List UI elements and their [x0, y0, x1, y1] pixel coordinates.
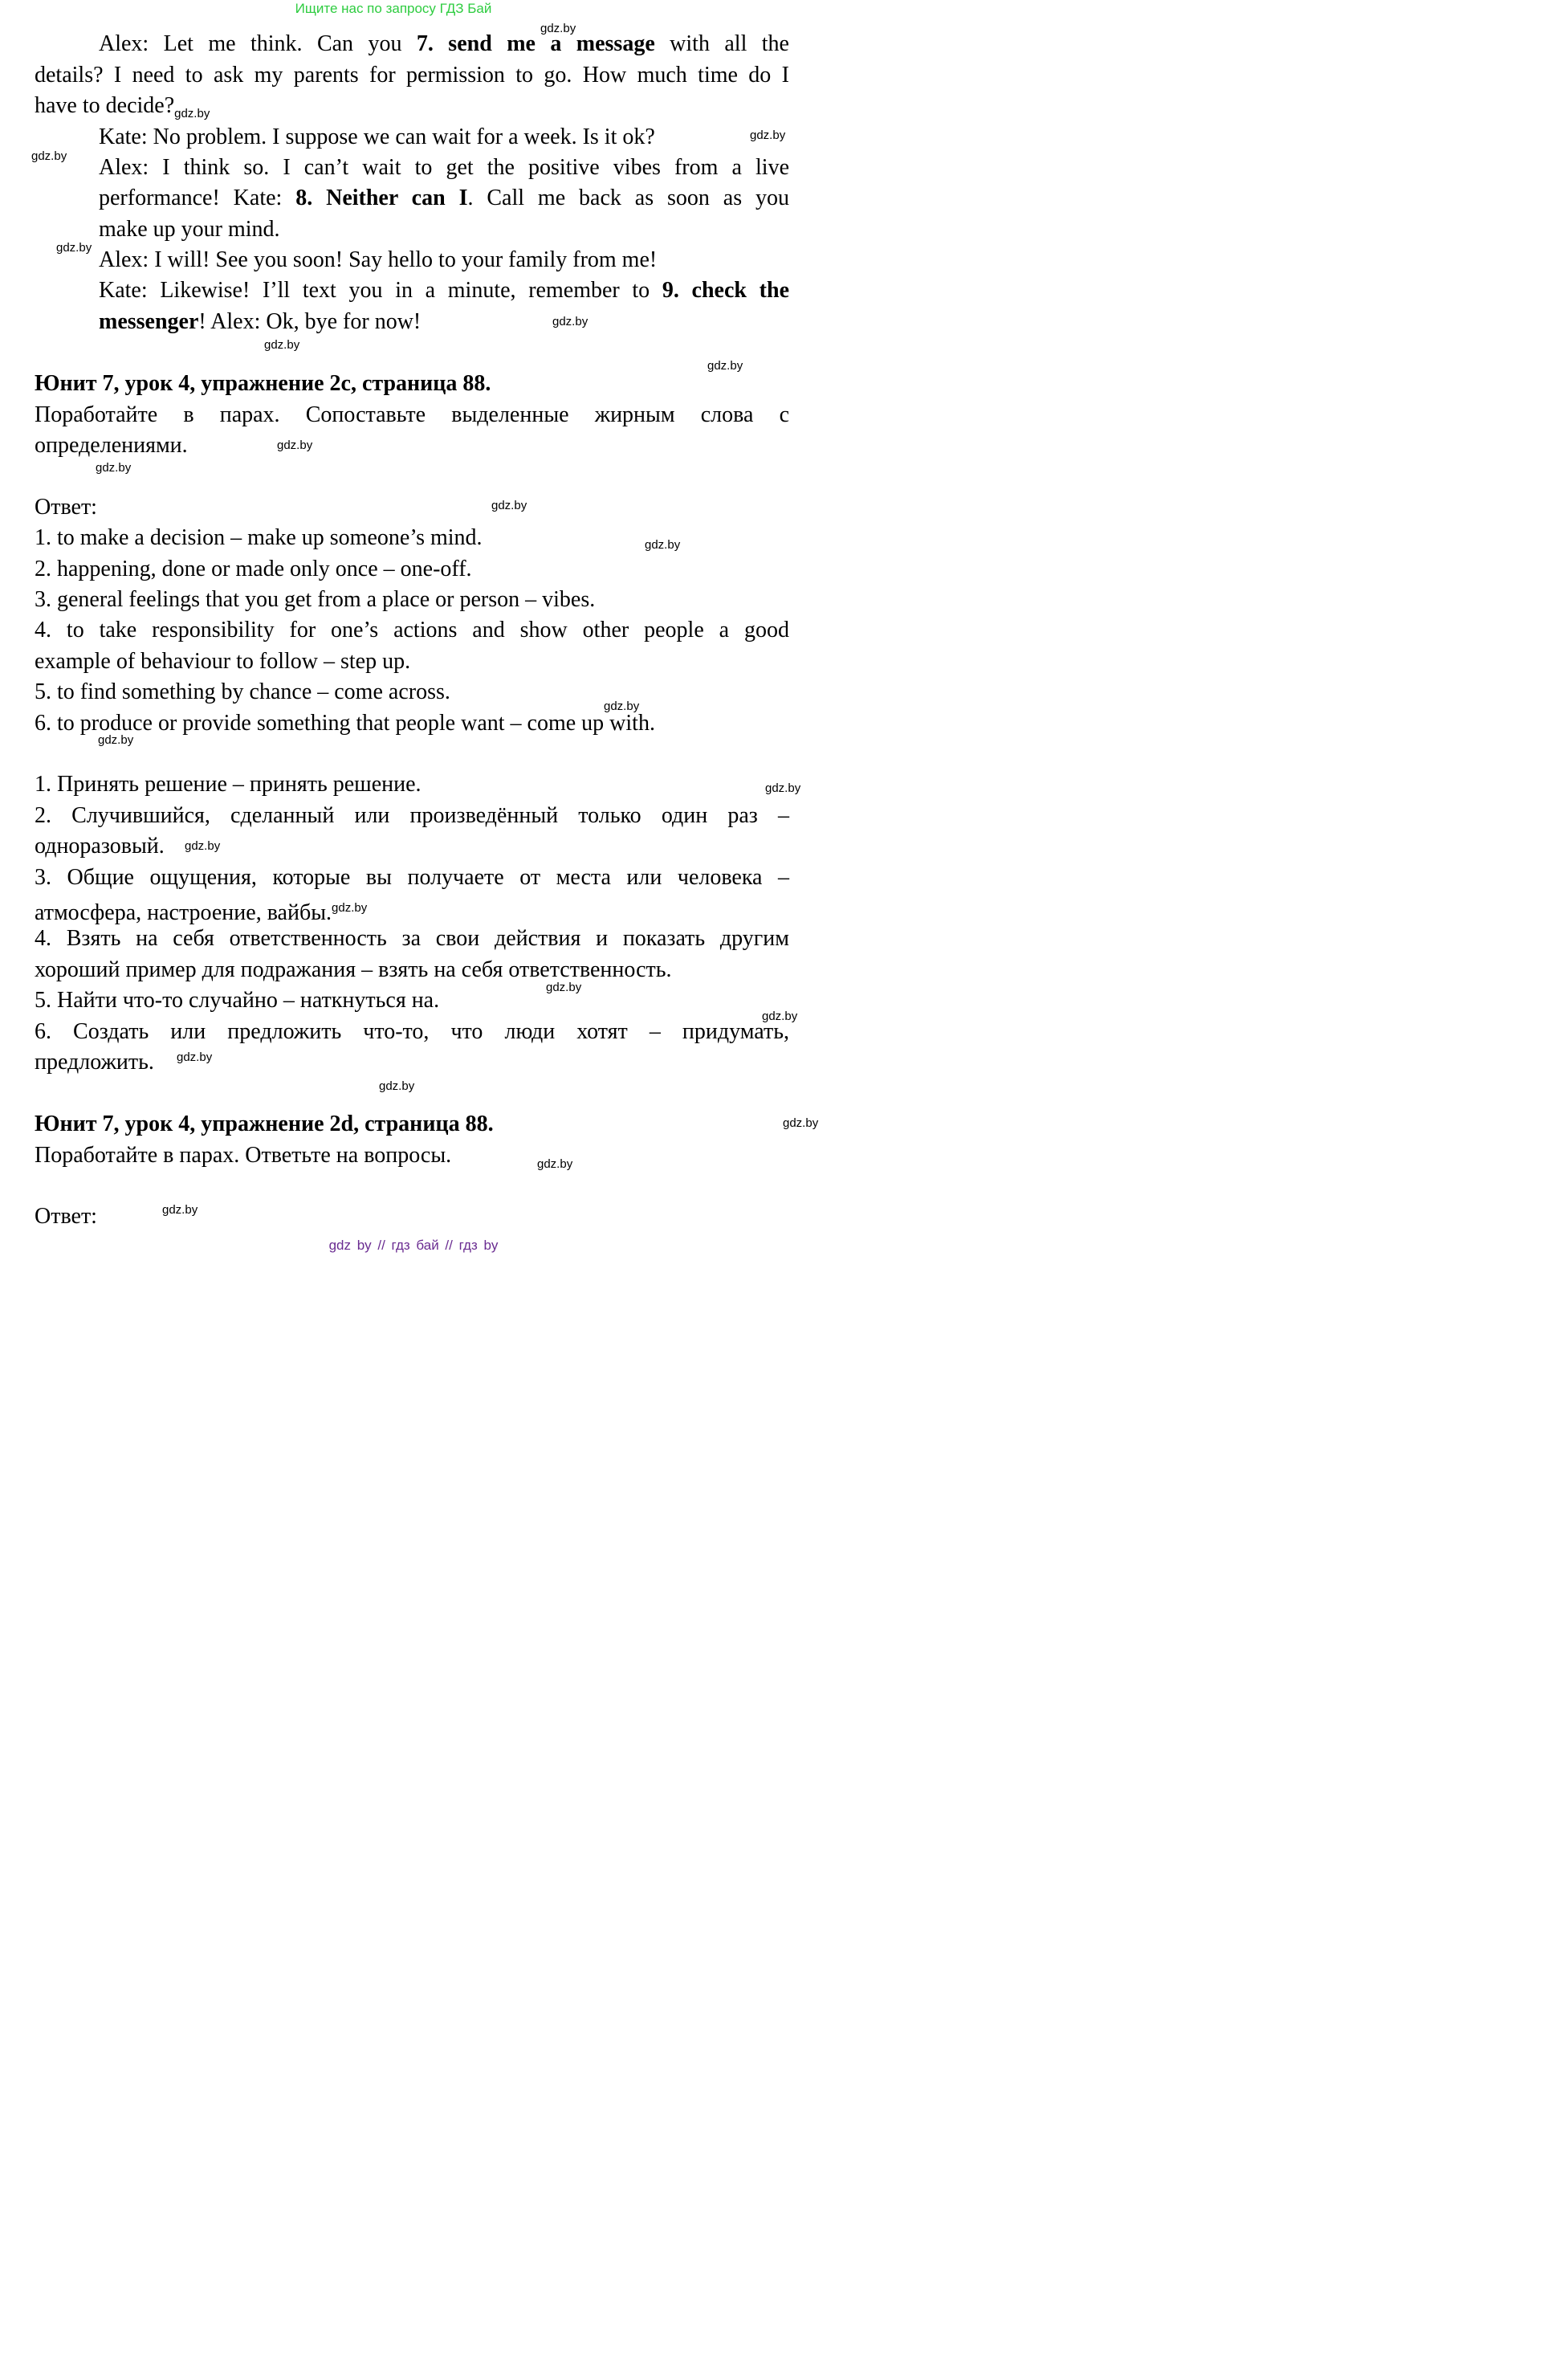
dialogue-text: have to decide? [35, 93, 175, 118]
watermark: gdz.by [546, 981, 582, 994]
instruction-text: определениями. [35, 433, 188, 458]
answer-item-en: 5. to find something by chance – come across. [35, 679, 450, 704]
watermark: gdz.by [177, 1050, 213, 1064]
dialogue-line: Alex: I will! See you soon! Say hello to your family from me! [99, 247, 658, 272]
watermark: gdz.by [162, 1203, 198, 1217]
watermark: gdz.by [537, 1157, 573, 1171]
answer-phrase-8: 8. Neither can I [295, 186, 468, 210]
answer-label: Ответ: [35, 495, 97, 520]
answer-label: Ответ: [35, 1204, 97, 1229]
watermark: gdz.by [765, 781, 801, 795]
answer-item-ru: хороший пример для подражания – взять на себя ответственность. [35, 957, 672, 982]
watermark: gdz.by [379, 1079, 415, 1093]
watermark: gdz.by [540, 22, 576, 35]
dialogue-text: with all the [654, 31, 789, 56]
answer-phrase-7: 7. send me a message [416, 31, 655, 56]
dialogue-line: Alex: I think so. I can’t wait to get the positive vibes from a live [99, 155, 789, 180]
instruction-text: Поработайте в парах. Сопоставьте выделенные жирным слова с [35, 402, 789, 427]
answer-item-ru: 3. Общие ощущения, которые вы получаете от места или человека – [35, 865, 789, 890]
watermark: gdz.by [96, 461, 132, 475]
watermark: gdz.by [98, 733, 134, 747]
watermark: gdz.by [185, 839, 221, 853]
watermark: gdz.by [604, 700, 640, 713]
dialogue-text: . Call me back as soon as you [467, 186, 789, 210]
dialogue-text: performance! Kate: [99, 186, 296, 210]
answer-phrase-9-end: messenger [99, 309, 199, 334]
watermark: gdz.by [762, 1010, 798, 1023]
dialogue-text: Kate: Likewise! I’ll text you in a minute, remember to [99, 278, 662, 303]
answer-item-en: 4. to take responsibility for one’s actions and show other people a good [35, 618, 789, 642]
watermark: gdz.by [552, 315, 589, 328]
watermark: gdz.by [31, 149, 67, 163]
watermark: gdz.by [750, 128, 786, 142]
instruction-text: Поработайте в парах. Ответьте на вопросы. [35, 1143, 452, 1168]
dialogue-line [99, 183, 789, 214]
answer-item-ru: предложить. [35, 1050, 154, 1075]
dialogue-line [99, 29, 789, 59]
watermark: gdz.by [783, 1116, 819, 1130]
answer-item-en: 3. general feelings that you get from a place or person – vibes. [35, 587, 596, 612]
watermark: gdz.by [264, 338, 300, 352]
answer-item-en: 2. happening, done or made only once – one-off. [35, 557, 472, 581]
answer-item-en: 6. to produce or provide something that people want – come up with. [35, 711, 655, 736]
answer-phrase-9: 9. check the [662, 278, 789, 303]
dialogue-text: ! Alex: Ok, bye for now! [198, 309, 422, 334]
dialogue-line: details? I need to ask my parents for permission to go. How much time do I [35, 63, 789, 88]
watermark: gdz.by [707, 359, 743, 373]
dialogue-line [99, 307, 421, 337]
watermark: gdz.by [174, 107, 210, 120]
section-heading-2d: Юнит 7, урок 4, упражнение 2d, страница 88. [35, 1112, 494, 1136]
answer-item-ru: 2. Случившийся, сделанный или произведённый только один раз – [35, 803, 789, 828]
answer-item-ru: 4. Взять на себя ответственность за свои действия и показать другим [35, 926, 789, 951]
dialogue-line: make up your mind. [99, 217, 280, 242]
dialogue-line: Kate: No problem. I suppose we can wait for a week. Is it ok? [99, 124, 655, 149]
watermark: gdz.by [277, 438, 313, 452]
site-footer: gdz by // гдз бай // гдз by [328, 1238, 499, 1253]
watermark: gdz.by [332, 901, 368, 915]
dialogue-text: Alex: Let me think. Can you [99, 31, 417, 56]
answer-item-en: 1. to make a decision – make up someone’s mind. [35, 525, 483, 550]
answer-item-en: example of behaviour to follow – step up. [35, 649, 411, 674]
search-banner: Ищите нас по запросу ГДЗ Бай [295, 1, 492, 16]
answer-item-ru: одноразовый. [35, 834, 165, 859]
watermark: gdz.by [491, 499, 527, 512]
answer-item-ru: 5. Найти что-то случайно – наткнуться на. [35, 988, 440, 1013]
watermark: gdz.by [56, 241, 92, 255]
watermark: gdz.by [645, 538, 681, 552]
answer-text: атмосфера, настроение, вайбы. [35, 900, 332, 925]
answer-item-ru: 6. Создать или предложить что-то, что люди хотят – придумать, [35, 1019, 789, 1044]
section-heading-2c: Юнит 7, урок 4, упражнение 2c, страница 88. [35, 371, 491, 396]
dialogue-line [99, 275, 789, 306]
answer-item-ru: 1. Принять решение – принять решение. [35, 772, 422, 797]
